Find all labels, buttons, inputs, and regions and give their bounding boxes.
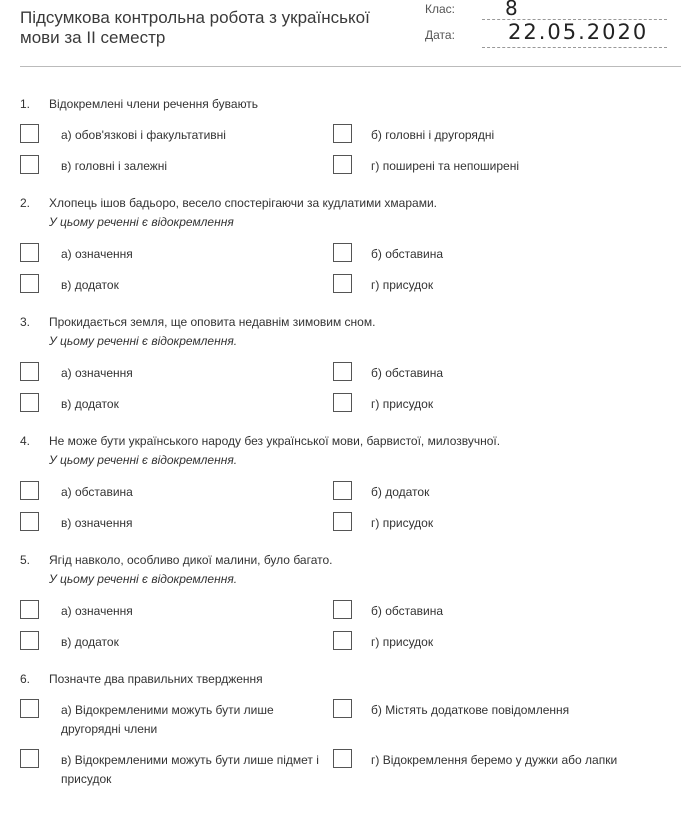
option-checkbox[interactable] [20,124,39,143]
option-label: б) Містять додаткове повідомлення [371,703,570,717]
option-checkbox[interactable] [333,362,352,381]
option-label: а) означення [61,247,133,261]
question-number: 1. [20,97,31,111]
option-checkbox[interactable] [20,274,39,293]
question-text: Відокремлені члени речення бувають [49,97,259,111]
option-checkbox[interactable] [20,600,39,619]
option-checkbox[interactable] [333,512,352,531]
option-checkbox[interactable] [333,631,352,650]
question-subtext: У цьому реченні є відокремлення. [49,572,238,586]
option-label: а) означення [61,604,133,618]
option-checkbox[interactable] [333,124,352,143]
option-label: в) додаток [61,635,119,649]
option-checkbox[interactable] [20,631,39,650]
option-checkbox[interactable] [333,274,352,293]
class-value[interactable]: 8 [505,0,520,20]
option-checkbox[interactable] [20,243,39,262]
option-checkbox[interactable] [20,699,39,718]
option-label: г) присудок [371,278,434,292]
option-label: б) головні і другорядні [371,128,495,142]
option-label: в) Відокремленими можуть бути лише підмет і присудок [61,753,319,786]
question-text: Прокидається земля, ще оповита недавнім зимовим сном. [49,315,376,329]
option-checkbox[interactable] [333,600,352,619]
date-value[interactable]: 22.05.2020 [508,20,649,44]
option-checkbox[interactable] [20,362,39,381]
option-label: в) додаток [61,278,119,292]
date-line [482,47,667,48]
option-label: а) Відокремленими можуть бути лише другорядні члени [61,703,274,736]
option-checkbox[interactable] [333,243,352,262]
option-checkbox[interactable] [20,155,39,174]
question-subtext: У цьому реченні є відокремлення. [49,334,238,348]
question-number: 4. [20,434,31,448]
header-divider [20,66,681,67]
question-text: Позначте два правильних твердження [49,672,263,686]
option-label: б) обставина [371,247,444,261]
option-checkbox[interactable] [333,393,352,412]
option-label: а) обставина [61,485,133,499]
option-checkbox[interactable] [20,512,39,531]
option-label: г) присудок [371,397,434,411]
question-number: 2. [20,196,31,210]
question-text: Ягід навколо, особливо дикої малини, було багато. [49,553,333,567]
question-number: 5. [20,553,31,567]
option-label: в) головні і залежні [61,159,168,173]
option-label: г) присудок [371,635,434,649]
option-label: б) обставина [371,604,444,618]
option-label: в) означення [61,516,133,530]
question-subtext: У цьому реченні є відокремлення. [49,453,238,467]
question-text: Хлопець ішов бадьоро, весело спостерігаючи за кудлатими хмарами. [49,196,437,210]
option-label: г) поширені та непоширені [371,159,519,173]
option-checkbox[interactable] [20,749,39,768]
option-label: г) Відокремлення беремо у дужки або лапки [371,753,618,767]
class-label: Клас: [425,2,455,16]
option-label: а) обов'язкові і факультативні [61,128,226,142]
option-label: в) додаток [61,397,119,411]
option-checkbox[interactable] [333,699,352,718]
page-title: Підсумкова контрольна робота з української мови за II семестр [20,8,370,47]
option-label: г) присудок [371,516,434,530]
question-text: Не може бути українського народу без української мови, барвистої, милозвучної. [49,434,501,448]
question-number: 3. [20,315,31,329]
question-subtext: У цьому реченні є відокремлення [49,215,234,229]
date-label: Дата: [425,28,455,42]
option-label: а) означення [61,366,133,380]
option-checkbox[interactable] [333,155,352,174]
option-checkbox[interactable] [333,481,352,500]
option-label: б) обставина [371,366,444,380]
option-checkbox[interactable] [20,393,39,412]
option-checkbox[interactable] [20,481,39,500]
option-label: б) додаток [371,485,430,499]
question-number: 6. [20,672,31,686]
option-checkbox[interactable] [333,749,352,768]
